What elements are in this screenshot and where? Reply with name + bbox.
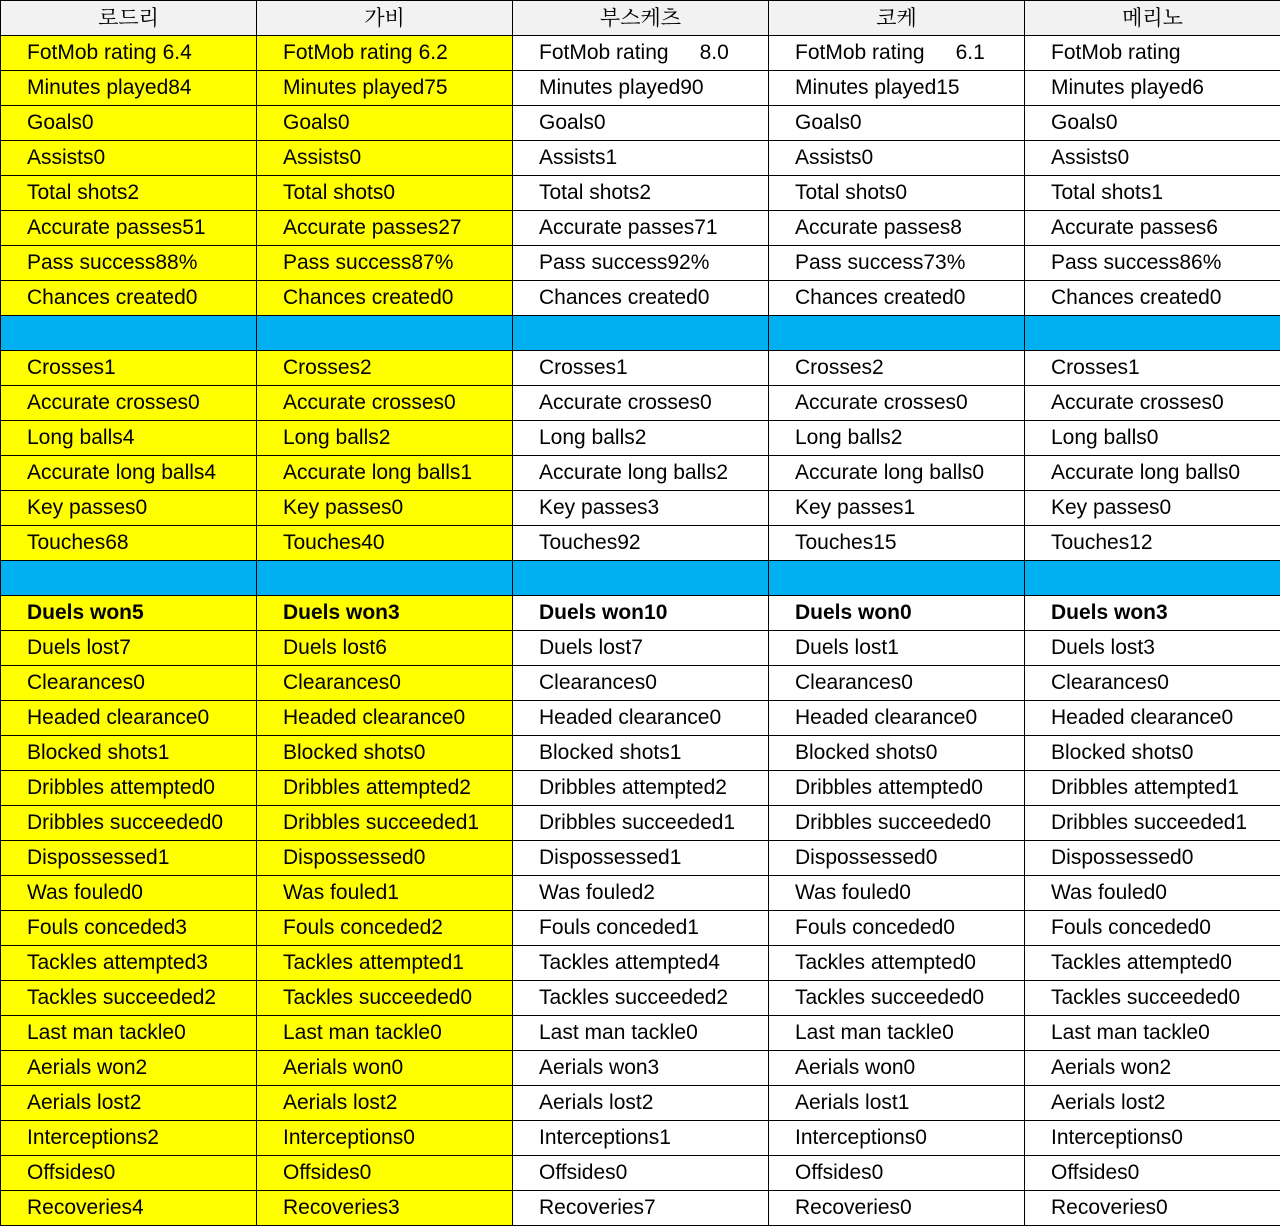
table-cell[interactable]: Pass success86% [1025, 246, 1280, 281]
table-cell[interactable]: Long balls4 [1, 421, 257, 456]
table-cell[interactable]: Tackles attempted3 [1, 946, 257, 981]
table-cell[interactable]: Was fouled0 [1025, 876, 1280, 911]
table-cell[interactable]: Interceptions0 [769, 1121, 1025, 1156]
table-cell[interactable]: Blocked shots0 [257, 736, 513, 771]
table-cell[interactable]: Touches15 [769, 526, 1025, 561]
table-cell[interactable]: Tackles attempted0 [769, 946, 1025, 981]
table-cell[interactable]: Chances created0 [513, 281, 769, 316]
table-cell[interactable]: Dispossessed0 [1025, 841, 1280, 876]
table-cell[interactable]: Accurate passes8 [769, 211, 1025, 246]
table-cell[interactable]: Blocked shots0 [769, 736, 1025, 771]
table-cell[interactable]: Tackles succeeded0 [769, 981, 1025, 1016]
table-cell[interactable]: Accurate passes51 [1, 211, 257, 246]
rating-label: FotMob rating [539, 41, 669, 64]
table-cell[interactable]: Minutes played15 [769, 71, 1025, 106]
table-cell[interactable]: Aerials lost2 [257, 1086, 513, 1121]
table-cell[interactable]: Total shots2 [513, 176, 769, 211]
table-cell[interactable]: Pass success88% [1, 246, 257, 281]
table-cell[interactable]: Fouls conceded0 [1025, 911, 1280, 946]
table-cell[interactable]: Duels lost7 [1, 631, 257, 666]
table-cell[interactable]: Key passes0 [1, 491, 257, 526]
table-cell[interactable]: Dribbles attempted2 [513, 771, 769, 806]
table-cell[interactable]: Duels won5 [1, 596, 257, 631]
table-cell[interactable]: Accurate long balls0 [1025, 456, 1280, 491]
table-cell[interactable]: Fouls conceded3 [1, 911, 257, 946]
table-cell[interactable]: Was fouled2 [513, 876, 769, 911]
table-cell[interactable]: Offsides0 [513, 1156, 769, 1191]
rating-label: FotMob rating [1051, 41, 1181, 64]
table-cell[interactable]: Last man tackle0 [769, 1016, 1025, 1051]
table-cell[interactable]: Total shots0 [769, 176, 1025, 211]
table-cell[interactable]: Minutes played75 [257, 71, 513, 106]
table-cell[interactable]: Fouls conceded2 [257, 911, 513, 946]
table-cell[interactable]: Tackles succeeded0 [257, 981, 513, 1016]
table-cell[interactable]: Dribbles succeeded1 [1025, 806, 1280, 841]
table-cell[interactable]: Touches40 [257, 526, 513, 561]
table-cell[interactable]: Tackles succeeded2 [1, 981, 257, 1016]
table-cell-rating[interactable] [1, 36, 257, 71]
table-cell[interactable]: Duels won3 [257, 596, 513, 631]
table-cell[interactable]: Headed clearance0 [769, 701, 1025, 736]
table-cell[interactable]: Aerials lost1 [769, 1086, 1025, 1121]
table-cell[interactable]: Assists1 [513, 141, 769, 176]
table-cell[interactable]: Crosses1 [1025, 351, 1280, 386]
table-cell[interactable]: Tackles succeeded2 [513, 981, 769, 1016]
table-cell[interactable]: Accurate crosses0 [257, 386, 513, 421]
table-cell[interactable]: Goals0 [513, 106, 769, 141]
table-cell[interactable]: Long balls0 [1025, 421, 1280, 456]
table-cell[interactable]: Recoveries4 [1, 1191, 257, 1226]
table-cell[interactable]: Key passes0 [1025, 491, 1280, 526]
table-cell[interactable]: Aerials won0 [769, 1051, 1025, 1086]
separator-cell [257, 561, 513, 596]
table-cell[interactable]: Offsides0 [1025, 1156, 1280, 1191]
separator-cell [1, 316, 257, 351]
table-cell[interactable]: Dispossessed0 [769, 841, 1025, 876]
table-cell[interactable]: Total shots1 [1025, 176, 1280, 211]
table-cell[interactable]: Duels lost3 [1025, 631, 1280, 666]
table-cell[interactable]: Aerials lost2 [1, 1086, 257, 1121]
table-cell[interactable]: Accurate crosses0 [769, 386, 1025, 421]
table-cell[interactable]: Interceptions0 [257, 1121, 513, 1156]
table-cell[interactable]: Duels lost1 [769, 631, 1025, 666]
column-header[interactable]: 로드리 [1, 1, 257, 36]
table-cell[interactable]: Goals0 [769, 106, 1025, 141]
table-cell[interactable]: Minutes played84 [1, 71, 257, 106]
table-cell[interactable]: Key passes3 [513, 491, 769, 526]
table-cell[interactable]: Interceptions0 [1025, 1121, 1280, 1156]
table-cell[interactable]: Clearances0 [257, 666, 513, 701]
table-cell[interactable]: Recoveries0 [1025, 1191, 1280, 1226]
table-cell[interactable]: Aerials won0 [257, 1051, 513, 1086]
column-header[interactable]: 가비 [257, 1, 513, 36]
table-cell[interactable]: Aerials lost2 [1025, 1086, 1280, 1121]
table-cell[interactable]: Headed clearance0 [257, 701, 513, 736]
table-cell[interactable]: Duels won0 [769, 596, 1025, 631]
separator-cell [513, 316, 769, 351]
rating-label: FotMob rating [795, 41, 925, 64]
table-cell[interactable]: Goals0 [1, 106, 257, 141]
table-cell[interactable]: Accurate long balls4 [1, 456, 257, 491]
table-cell[interactable]: Chances created0 [1025, 281, 1280, 316]
table-cell[interactable]: Last man tackle0 [1, 1016, 257, 1051]
table-cell[interactable]: Headed clearance0 [1, 701, 257, 736]
table-cell[interactable]: Clearances0 [513, 666, 769, 701]
rating-value: 6.1 [955, 41, 985, 64]
table-cell[interactable]: Chances created0 [257, 281, 513, 316]
table-cell[interactable]: Recoveries0 [769, 1191, 1025, 1226]
table-cell[interactable]: Duels won10 [513, 596, 769, 631]
table-cell[interactable]: Clearances0 [769, 666, 1025, 701]
table-cell[interactable]: Chances created0 [1, 281, 257, 316]
table-cell[interactable]: Minutes played6 [1025, 71, 1280, 106]
table-cell[interactable]: Dribbles succeeded1 [513, 806, 769, 841]
table-cell[interactable]: Accurate crosses0 [1025, 386, 1280, 421]
table-cell[interactable]: Long balls2 [257, 421, 513, 456]
table-cell[interactable]: Accurate long balls0 [769, 456, 1025, 491]
table-cell[interactable]: Touches12 [1025, 526, 1280, 561]
separator-cell [769, 316, 1025, 351]
table-cell[interactable]: Dribbles attempted0 [769, 771, 1025, 806]
table-cell[interactable]: Duels lost7 [513, 631, 769, 666]
table-cell[interactable]: Crosses2 [769, 351, 1025, 386]
table-cell[interactable]: Assists0 [769, 141, 1025, 176]
table-cell[interactable]: Interceptions1 [513, 1121, 769, 1156]
table-cell[interactable]: Dispossessed1 [1, 841, 257, 876]
table-cell[interactable]: Crosses1 [1, 351, 257, 386]
table-cell[interactable]: Minutes played90 [513, 71, 769, 106]
table-cell[interactable]: Accurate crosses0 [513, 386, 769, 421]
table-cell[interactable]: Clearances0 [1, 666, 257, 701]
table-cell[interactable]: Offsides0 [257, 1156, 513, 1191]
table-cell-rating[interactable] [257, 36, 513, 71]
table-cell[interactable]: Recoveries7 [513, 1191, 769, 1226]
table-cell[interactable]: Interceptions2 [1, 1121, 257, 1156]
table-cell[interactable]: Tackles attempted4 [513, 946, 769, 981]
table-cell[interactable]: Accurate crosses0 [1, 386, 257, 421]
separator-cell [1, 561, 257, 596]
table-cell[interactable]: Tackles succeeded0 [1025, 981, 1280, 1016]
table-cell[interactable]: Aerials won3 [513, 1051, 769, 1086]
table-cell[interactable]: Total shots0 [257, 176, 513, 211]
column-header[interactable]: 코케 [769, 1, 1025, 36]
table-cell[interactable]: Accurate passes71 [513, 211, 769, 246]
table-cell[interactable]: Accurate passes27 [257, 211, 513, 246]
table-cell[interactable]: Was fouled0 [1, 876, 257, 911]
table-cell-rating[interactable] [769, 36, 1025, 71]
table-cell[interactable]: Was fouled1 [257, 876, 513, 911]
table-cell[interactable]: Duels lost6 [257, 631, 513, 666]
table-cell[interactable]: Goals0 [1025, 106, 1280, 141]
table-cell[interactable]: Fouls conceded0 [769, 911, 1025, 946]
table-cell[interactable]: Dribbles succeeded0 [769, 806, 1025, 841]
table-cell[interactable]: Accurate passes6 [1025, 211, 1280, 246]
table-cell[interactable]: Aerials lost2 [513, 1086, 769, 1121]
table-cell[interactable]: Headed clearance0 [1025, 701, 1280, 736]
table-cell[interactable]: Dribbles succeeded1 [257, 806, 513, 841]
table-cell[interactable]: Blocked shots0 [1025, 736, 1280, 771]
table-cell[interactable]: Clearances0 [1025, 666, 1280, 701]
table-cell[interactable]: Accurate long balls1 [257, 456, 513, 491]
table-cell[interactable]: Tackles attempted0 [1025, 946, 1280, 981]
table-cell[interactable]: Offsides0 [769, 1156, 1025, 1191]
table-cell[interactable]: Key passes0 [257, 491, 513, 526]
table-cell[interactable]: Accurate long balls2 [513, 456, 769, 491]
table-cell[interactable]: Was fouled0 [769, 876, 1025, 911]
table-cell[interactable]: Blocked shots1 [513, 736, 769, 771]
table-cell[interactable]: Pass success73% [769, 246, 1025, 281]
table-cell[interactable]: Pass success87% [257, 246, 513, 281]
table-cell[interactable]: Last man tackle0 [1025, 1016, 1280, 1051]
column-header[interactable]: 메리노 [1025, 1, 1280, 36]
separator-cell [1025, 561, 1280, 596]
table-cell[interactable]: Long balls2 [513, 421, 769, 456]
table-cell[interactable]: Long balls2 [769, 421, 1025, 456]
table-cell[interactable]: Assists0 [1, 141, 257, 176]
table-cell[interactable]: Total shots2 [1, 176, 257, 211]
table-cell[interactable]: Crosses1 [513, 351, 769, 386]
table-cell[interactable]: Key passes1 [769, 491, 1025, 526]
table-cell[interactable]: Dispossessed0 [257, 841, 513, 876]
table-cell[interactable]: Assists0 [1025, 141, 1280, 176]
table-cell[interactable]: Last man tackle0 [513, 1016, 769, 1051]
table-cell[interactable]: Duels won3 [1025, 596, 1280, 631]
table-cell-rating[interactable] [1025, 36, 1280, 71]
table-cell[interactable]: Dribbles succeeded0 [1, 806, 257, 841]
table-cell[interactable]: Dispossessed1 [513, 841, 769, 876]
table-cell-rating[interactable] [513, 36, 769, 71]
rating-label: FotMob rating [27, 41, 157, 64]
separator-cell [769, 561, 1025, 596]
table-cell[interactable]: Touches92 [513, 526, 769, 561]
table-cell[interactable]: Aerials won2 [1025, 1051, 1280, 1086]
table-cell[interactable]: Dribbles attempted1 [1025, 771, 1280, 806]
column-header[interactable]: 부스케츠 [513, 1, 769, 36]
table-cell[interactable]: Recoveries3 [257, 1191, 513, 1226]
rating-label: FotMob rating [283, 41, 413, 64]
rating-value: 8.0 [699, 41, 729, 64]
rating-value: 6.2 [418, 41, 448, 64]
table-cell[interactable]: Goals0 [257, 106, 513, 141]
table-cell[interactable]: Fouls conceded1 [513, 911, 769, 946]
separator-cell [257, 316, 513, 351]
table-cell[interactable]: Last man tackle0 [257, 1016, 513, 1051]
table-cell[interactable]: Touches68 [1, 526, 257, 561]
table-cell[interactable]: Chances created0 [769, 281, 1025, 316]
table-cell[interactable]: Tackles attempted1 [257, 946, 513, 981]
table-cell[interactable]: Blocked shots1 [1, 736, 257, 771]
table-cell[interactable]: Offsides0 [1, 1156, 257, 1191]
separator-cell [513, 561, 769, 596]
rating-value: 6.4 [162, 41, 192, 64]
table-cell[interactable]: Assists0 [257, 141, 513, 176]
separator-cell [1025, 316, 1280, 351]
table-cell[interactable]: Pass success92% [513, 246, 769, 281]
table-cell[interactable]: Dribbles attempted2 [257, 771, 513, 806]
table-cell[interactable]: Dribbles attempted0 [1, 771, 257, 806]
table-cell[interactable]: Headed clearance0 [513, 701, 769, 736]
table-cell[interactable]: Aerials won2 [1, 1051, 257, 1086]
table-cell[interactable]: Crosses2 [257, 351, 513, 386]
